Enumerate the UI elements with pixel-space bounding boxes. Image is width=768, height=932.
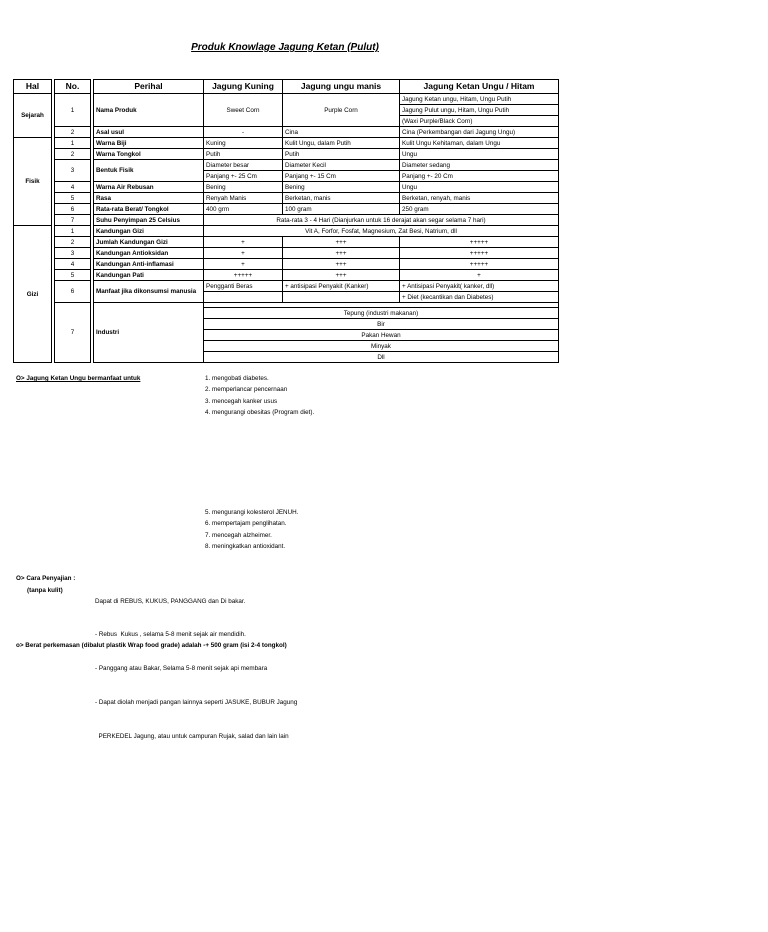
penyajian-line: - Dapat diolah menjadi pangan lainnya seperti JASUKE, BUBUR Jagung	[95, 699, 298, 707]
penyajian-heading: O> Cara Penyajian :	[16, 575, 76, 582]
row-perihal: Rata-rata Berat/ Tongkol	[94, 204, 204, 215]
row-perihal: Asal usul	[94, 127, 204, 138]
cell-ungu: Cina	[283, 127, 400, 138]
cell-merged: Vit A, Forfor, Fosfat, Magnesium, Zat Besi, Natrium, dll	[204, 226, 559, 237]
row-no: 2	[55, 149, 91, 160]
row-no: 3	[55, 248, 91, 259]
header-hal: Hal	[14, 80, 52, 94]
row-perihal: Industri	[94, 303, 204, 363]
industri-item: Bir	[204, 319, 559, 330]
section-fisik: Fisik	[14, 138, 52, 226]
cell-ketan: (Waxi Purple/Black Corn)	[400, 116, 559, 127]
cell-merged: Rata-rata 3 - 4 Hari (Dianjurkan untuk 16 derajat akan segar selama 7 hari)	[204, 215, 559, 226]
cell-ungu: Berketan, manis	[283, 193, 400, 204]
cell-kuning: +	[204, 248, 283, 259]
row-no: 6	[55, 204, 91, 215]
cell-ketan: Berketan, renyah, manis	[400, 193, 559, 204]
row-perihal: Warna Air Rebusan	[94, 182, 204, 193]
cell-kuning: -	[204, 127, 283, 138]
list-item: 1. mengobati diabetes.	[205, 375, 269, 382]
cell-ketan: +++++	[400, 237, 559, 248]
cell-kuning: Sweet Corn	[204, 94, 283, 127]
row-perihal: Kandungan Gizi	[94, 226, 204, 237]
cell-ketan: Jagung Pulut ungu, Hitam, Ungu Putih	[400, 105, 559, 116]
cell-ungu: +++	[283, 259, 400, 270]
cell-ungu: +++	[283, 237, 400, 248]
row-perihal: Kandungan Antioksidan	[94, 248, 204, 259]
cell-kuning: +++++	[204, 270, 283, 281]
cell-ketan: +++++	[400, 248, 559, 259]
list-item: 6. mempertajam penglihatan.	[205, 520, 287, 528]
penyajian-line: - Rebus Kukus , selama 5-8 menit sejak air mendidih.	[95, 631, 246, 639]
row-no: 1	[55, 94, 91, 127]
row-perihal: Jumlah Kandungan Gizi	[94, 237, 204, 248]
row-no: 2	[55, 127, 91, 138]
row-no: 1	[55, 226, 91, 237]
cell-kuning: Renyah Manis	[204, 193, 283, 204]
cell-ungu: Purple Corn	[283, 94, 400, 127]
cell-kuning: Bening	[204, 182, 283, 193]
row-perihal: Kandungan Anti-inflamasi	[94, 259, 204, 270]
cell-kuning: +	[204, 259, 283, 270]
cell-ungu: 100 gram	[283, 204, 400, 215]
row-perihal: Suhu Penyimpan 25 Celsius	[94, 215, 204, 226]
row-no: 4	[55, 259, 91, 270]
header-jagung-kuning: Jagung Kuning	[204, 80, 283, 94]
list-item: 7. mencegah alzheimer.	[205, 531, 272, 539]
row-perihal: Bentuk Fisik	[94, 160, 204, 182]
cell-ungu: +++	[283, 248, 400, 259]
penyajian-line: - Panggang atau Bakar, Selama 5-8 menit sejak api membara	[95, 665, 268, 673]
cell-kuning: Diameter besar	[204, 160, 283, 171]
product-table	[13, 79, 559, 363]
berat-note: o> Berat perkemasan (dibalut plastik Wrap food grade) adalah -+ 500 gram (isi 2-4 tongkol)	[16, 642, 287, 649]
manfaat-heading: O> Jagung Ketan Ungu bermanfaat untuk	[16, 375, 141, 382]
section-sejarah: Sejarah	[14, 94, 52, 138]
row-perihal: Manfaat jika dikonsumsi manusia	[94, 281, 204, 303]
row-perihal: Nama Produk	[94, 94, 204, 127]
penyajian-line: PERKEDEL Jagung, atau untuk campuran Rujak, salad dan lain lain	[95, 733, 289, 741]
cell-ungu: Putih	[283, 149, 400, 160]
row-perihal: Warna Tongkol	[94, 149, 204, 160]
manfaat-list-b	[205, 507, 298, 552]
cell-kuning: Putih	[204, 149, 283, 160]
row-perihal: Rasa	[94, 193, 204, 204]
cell-ketan: Jagung Ketan ungu, Hitam, Ungu Putih	[400, 94, 559, 105]
cell-kuning: 400 grm	[204, 204, 283, 215]
header-jagung-ungu-manis: Jagung ungu manis	[283, 80, 400, 94]
cell-ketan: Ungu	[400, 182, 559, 193]
cell-ketan: +++++	[400, 259, 559, 270]
list-item: 5. mengurangi kolesterol JENUH.	[205, 509, 299, 516]
list-item: 8. meningkatkan antioxidant.	[205, 542, 286, 550]
section-gizi: Gizi	[14, 226, 52, 363]
row-no: 2	[55, 237, 91, 248]
industri-item: Pakan Hewan	[204, 330, 559, 341]
industri-item: Minyak	[204, 341, 559, 352]
cell-ungu: + antisipasi Penyakit (Kanker)	[283, 281, 400, 292]
cell-kuning: +	[204, 237, 283, 248]
header-no: No.	[55, 80, 91, 94]
document-title: Produk Knowlage Jagung Ketan (Pulut)	[191, 42, 379, 53]
cell-kuning-empty	[204, 292, 283, 303]
penyajian-lines	[95, 573, 297, 754]
cell-ungu-empty	[283, 292, 400, 303]
cell-ketan: Diameter sedang	[400, 160, 559, 171]
cell-ketan: + Diet (kecantikan dan Diabetes)	[400, 292, 559, 303]
cell-kuning: Pengganti Beras	[204, 281, 283, 292]
cell-ketan: + Antisipasi Penyakit( kanker, dll)	[400, 281, 559, 292]
industri-item: Tepung (industri makanan)	[204, 308, 559, 319]
row-no: 5	[55, 193, 91, 204]
header-jagung-ketan: Jagung Ketan Ungu / Hitam	[400, 80, 559, 94]
cell-kuning: Kuning	[204, 138, 283, 149]
industri-item: Dll	[204, 352, 559, 363]
cell-ketan: +	[400, 270, 559, 281]
row-no: 7	[55, 303, 91, 363]
cell-ungu: Bening	[283, 182, 400, 193]
cell-kuning: Panjang +- 25 Cm	[204, 171, 283, 182]
cell-ketan: 250 gram	[400, 204, 559, 215]
row-no: 1	[55, 138, 91, 149]
cell-ketan: Kulit Ungu Kehitaman, dalam Ungu	[400, 138, 559, 149]
cell-ketan: Ungu	[400, 149, 559, 160]
cell-ungu: Panjang +- 15 Cm	[283, 171, 400, 182]
list-item: 4. mengurangi obesitas (Program diet).	[205, 408, 315, 416]
list-item: 3. mencegah kanker usus	[205, 397, 278, 405]
row-perihal: Warna Biji	[94, 138, 204, 149]
table-header-row	[14, 80, 559, 94]
header-perihal: Perihal	[94, 80, 204, 94]
manfaat-list-a	[205, 373, 314, 418]
row-no: 3	[55, 160, 91, 182]
penyajian-subheading: (tanpa kulit)	[27, 587, 63, 594]
penyajian-line: Dapat di REBUS, KUKUS, PANGGANG dan Di bakar.	[95, 597, 246, 605]
row-no: 4	[55, 182, 91, 193]
row-no: 5	[55, 270, 91, 281]
row-no: 7	[55, 215, 91, 226]
cell-ungu: +++	[283, 270, 400, 281]
cell-ketan: Cina (Perkembangan dari Jagung Ungu)	[400, 127, 559, 138]
cell-ketan: Panjang +- 20 Cm	[400, 171, 559, 182]
row-perihal: Kandungan Pati	[94, 270, 204, 281]
list-item: 2. memperlancar pencernaan	[205, 386, 288, 394]
row-no: 6	[55, 281, 91, 303]
cell-ungu: Diameter Kecil	[283, 160, 400, 171]
cell-ungu: Kulit Ungu, dalam Putih	[283, 138, 400, 149]
